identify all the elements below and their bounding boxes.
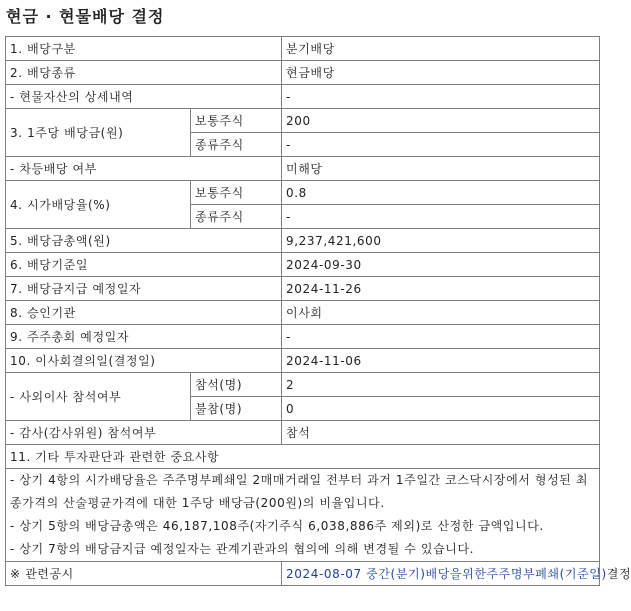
- row-approval: [6, 301, 600, 325]
- board-date-label: 10. 이사회결의일(결정일): [6, 349, 282, 373]
- row-related: [6, 562, 600, 586]
- row-yield-common: [6, 181, 600, 205]
- payment-date-label: 7. 배당금지급 예정일자: [6, 277, 282, 301]
- page-title: 현금 · 현물배당 결정: [6, 7, 165, 26]
- total-label: 5. 배당금총액(원): [6, 229, 282, 253]
- differential-value: 미해당: [282, 157, 600, 181]
- dps-pref-label: 종류주식: [191, 133, 282, 157]
- dps-label: 3. 1주당 배당금(원): [6, 109, 191, 157]
- total-value: 9,237,421,600: [282, 229, 600, 253]
- related-link[interactable]: 중간(분기)배당을위한주주명부폐쇄(기준일): [366, 567, 607, 581]
- note-item: - 상기 7항의 배당금지급 예정일자는 관계기관과의 협의에 의해 변경될 수 있습니다.: [10, 542, 475, 556]
- row-dividend-kind: [6, 61, 600, 85]
- row-inkind-detail: [6, 85, 600, 109]
- other-notes: [6, 469, 600, 562]
- row-payment-date: [6, 277, 600, 301]
- row-total: [6, 229, 600, 253]
- record-date-label: 6. 배당기준일: [6, 253, 282, 277]
- other-matters-label: 11. 기타 투자판단과 관련한 중요사항: [6, 445, 600, 469]
- dps-common-label: 보통주식: [191, 109, 282, 133]
- board-date-value: 2024-11-06: [282, 349, 600, 373]
- row-differential: [6, 157, 600, 181]
- yield-pref-label: 종류주식: [191, 205, 282, 229]
- row-auditor: [6, 421, 600, 445]
- outside-present-value: 2: [282, 373, 600, 397]
- row-other-header: [6, 445, 600, 469]
- row-board-date: [6, 349, 600, 373]
- auditor-value: 참석: [282, 421, 600, 445]
- yield-common-value: 0.8: [282, 181, 600, 205]
- record-date-value: 2024-09-30: [282, 253, 600, 277]
- row-dps-common: [6, 109, 600, 133]
- yield-label: 4. 시가배당율(%): [6, 181, 191, 229]
- row-record-date: [6, 253, 600, 277]
- dps-common-value: 200: [282, 109, 600, 133]
- approval-label: 8. 승인기관: [6, 301, 282, 325]
- dividend-kind-label: 2. 배당종류: [6, 61, 282, 85]
- dividend-type-label: 1. 배당구분: [6, 37, 282, 61]
- note-item: - 상기 4항의 시가배당율은 주주명부폐쇄일 2매매거래일 전부터 과거 1주일간 코스닥시장에서 형성된 최종가격의 산술평균가격에 대한 1주당 배당금(200원)의 비율입니다.: [10, 473, 589, 510]
- agm-date-value: -: [282, 325, 600, 349]
- yield-common-label: 보통주식: [191, 181, 282, 205]
- outside-absent-label: 불참(명): [191, 397, 282, 421]
- dividend-kind-value: 현금배당: [282, 61, 600, 85]
- payment-date-value: 2024-11-26: [282, 277, 600, 301]
- differential-label: - 차등배당 여부: [6, 157, 282, 181]
- auditor-label: - 감사(감사위원) 참석여부: [6, 421, 282, 445]
- note-item: - 상기 5항의 배당금총액은 46,187,108주(자기주식 6,038,886주 제외)로 산정한 금액입니다.: [10, 519, 544, 533]
- inkind-detail-label: - 현물자산의 상세내역: [6, 85, 282, 109]
- related-date[interactable]: 2024-08-07: [286, 567, 362, 581]
- approval-value: 이사회: [282, 301, 600, 325]
- inkind-detail-value: -: [282, 85, 600, 109]
- dps-pref-value: -: [282, 133, 600, 157]
- agm-date-label: 9. 주주총회 예정일자: [6, 325, 282, 349]
- related-suffix: 결정: [606, 567, 631, 581]
- yield-pref-value: -: [282, 205, 600, 229]
- row-agm-date: [6, 325, 600, 349]
- row-outside-present: [6, 373, 600, 397]
- row-other-notes: [6, 469, 600, 562]
- dividend-type-value: 분기배당: [282, 37, 600, 61]
- outside-absent-value: 0: [282, 397, 600, 421]
- row-dividend-type: [6, 37, 600, 61]
- outside-director-label: - 사외이사 참석여부: [6, 373, 191, 421]
- outside-present-label: 참석(명): [191, 373, 282, 397]
- related-label: ※ 관련공시: [6, 562, 282, 586]
- dividend-table: [5, 36, 631, 586]
- related-value: [282, 562, 631, 586]
